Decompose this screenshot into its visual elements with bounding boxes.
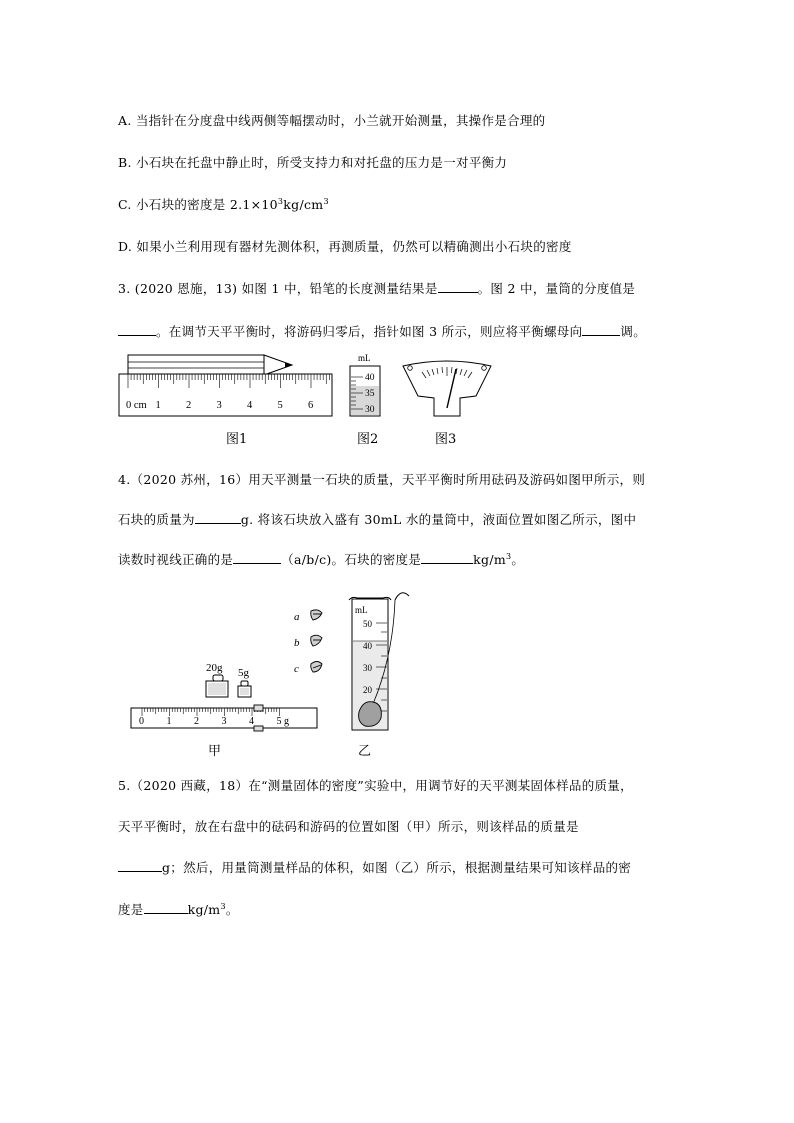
figure-3-balance-dial: [398, 358, 496, 420]
ruler-label: 0 cm: [126, 400, 147, 411]
ruler-label: 5: [277, 400, 283, 411]
q5-text-4b: kg/m: [187, 902, 221, 917]
caption-fig2: 图2: [357, 432, 379, 447]
option-c: [118, 195, 329, 213]
fig2-label-35: 35: [365, 389, 375, 399]
weight-label-5g: 5g: [238, 667, 249, 679]
q4-unit-exp: 3: [506, 551, 512, 561]
eye-label-a: a: [294, 611, 300, 623]
q5-line1: 5.（2020 西藏，18）在“测量固体的密度”实验中，用调节好的天平测某固体样品的质量，: [118, 778, 633, 793]
ruler-label: 2: [186, 400, 192, 411]
caption-jia: 甲: [208, 744, 222, 759]
yi-label-50: 50: [363, 619, 372, 629]
figure-2-cylinder: [345, 352, 387, 418]
q3-text-1a: 3. (2020 恩施，13) 如图 1 中，铅笔的长度测量结果是: [118, 281, 438, 296]
stone-icon: [359, 702, 382, 727]
q5-line4: [118, 900, 239, 918]
fig2-unit: mL: [358, 353, 371, 363]
fig2-label-30: 30: [365, 405, 375, 415]
option-c-text: C. 小石块的密度是 2.1×10: [118, 197, 278, 212]
weight-20g-icon: [206, 675, 228, 697]
beam-label: 4: [249, 716, 254, 727]
eye-label-c: c: [294, 663, 299, 675]
figure-yi-cylinder: [343, 586, 415, 740]
option-c-exp: 3: [277, 196, 284, 206]
q3-blank-length[interactable]: [438, 280, 478, 293]
fig2-label-40: 40: [365, 373, 375, 383]
beam-label: 0: [139, 716, 144, 727]
q4-text-3c: kg/m: [473, 552, 507, 567]
q3-blank-direction[interactable]: [582, 323, 620, 336]
eye-b-icon: [311, 635, 322, 646]
q5-text-4a: 度是: [118, 902, 144, 917]
weight-label-20g: 20g: [206, 662, 223, 674]
option-c-unit: kg/cm: [283, 197, 324, 212]
option-d: D. 如果小兰利用现有器材先测体积，再测质量，仍然可以精确测出小石块的密度: [118, 239, 572, 254]
beam-label: 3: [221, 716, 227, 727]
q3-text-2a: 。在调节天平平衡时，将游码归零后，指针如图 3 所示，则应将平衡螺母向: [156, 324, 583, 339]
option-a: A. 当指针在分度盘中线两侧等幅摆动时，小兰就开始测量，其操作是合理的: [118, 113, 546, 128]
q3-text-2b: 调。: [620, 324, 647, 339]
eye-c-icon: [311, 662, 322, 673]
thread: [395, 593, 409, 600]
q4-line2: [118, 510, 636, 528]
ruler-body: [119, 374, 332, 416]
q4-text-3b: （a/b/c)。石块的密度是: [281, 552, 422, 567]
pencil-icon: [128, 355, 292, 375]
option-c-unit-exp: 3: [323, 196, 329, 206]
caption-fig3: 图3: [435, 432, 457, 447]
figure-1-pencil-ruler: [118, 352, 334, 418]
q4-line3: [118, 550, 524, 568]
yi-label-30: 30: [363, 663, 372, 673]
q3-line2: [118, 322, 646, 340]
q4-line1: 4.（2020 苏州，16）用天平测量一石块的质量，天平平衡时所用砝码及游码如图甲所示，则: [118, 472, 646, 487]
q5-text-4end: 。: [225, 902, 239, 917]
ruler-label: 1: [155, 400, 161, 411]
q4-text-3a: 读数时视线正确的是: [118, 552, 234, 567]
q4-text-2b: g. 将该石块放入盛有 30mL 水的量筒中，液面位置如图乙所示，图中: [240, 512, 637, 527]
q4-text-2a: 石块的质量为: [118, 512, 195, 527]
beam-label: 1: [166, 716, 172, 727]
q4-blank-density[interactable]: [421, 551, 473, 564]
rider-icon: [254, 705, 263, 711]
yi-unit: mL: [355, 605, 368, 615]
weight-5g-icon: [238, 681, 251, 697]
q3-line1: [118, 279, 635, 297]
ruler-label: 3: [216, 400, 222, 411]
yi-label-40: 40: [363, 641, 372, 651]
q4-text-3end: 。: [511, 552, 525, 567]
q4-blank-mass[interactable]: [195, 511, 241, 524]
q5-unit-exp: 3: [220, 901, 226, 911]
q3-blank-division[interactable]: [118, 323, 156, 336]
q5-text-3a: g；然后，用量筒测量样品的体积，如图（乙）所示，根据测量结果可知该样品的密: [162, 860, 632, 875]
beam-label: 5 g: [276, 716, 289, 727]
q5-blank-density[interactable]: [144, 901, 188, 914]
caption-yi: 乙: [358, 744, 372, 759]
q3-text-1b: 。图 2 中，量筒的分度值是: [477, 281, 636, 296]
eye-label-b: b: [294, 637, 300, 649]
option-b: B. 小石块在托盘中静止时，所受支持力和对托盘的压力是一对平衡力: [118, 155, 508, 170]
eye-a-icon: [311, 610, 322, 620]
q5-line2: 天平平衡时，放在右盘中的砝码和游码的位置如图（甲）所示，则该样品的质量是: [118, 819, 579, 834]
eye-positions: [290, 606, 338, 678]
yi-label-20: 20: [363, 685, 372, 695]
caption-fig1: 图1: [226, 432, 248, 447]
q5-line3: [118, 858, 631, 876]
ruler-label: 6: [308, 400, 314, 411]
beam-label: 2: [194, 716, 199, 727]
q5-blank-mass[interactable]: [118, 859, 162, 872]
ruler-label: 4: [247, 400, 253, 411]
q4-blank-sightline[interactable]: [233, 551, 281, 564]
